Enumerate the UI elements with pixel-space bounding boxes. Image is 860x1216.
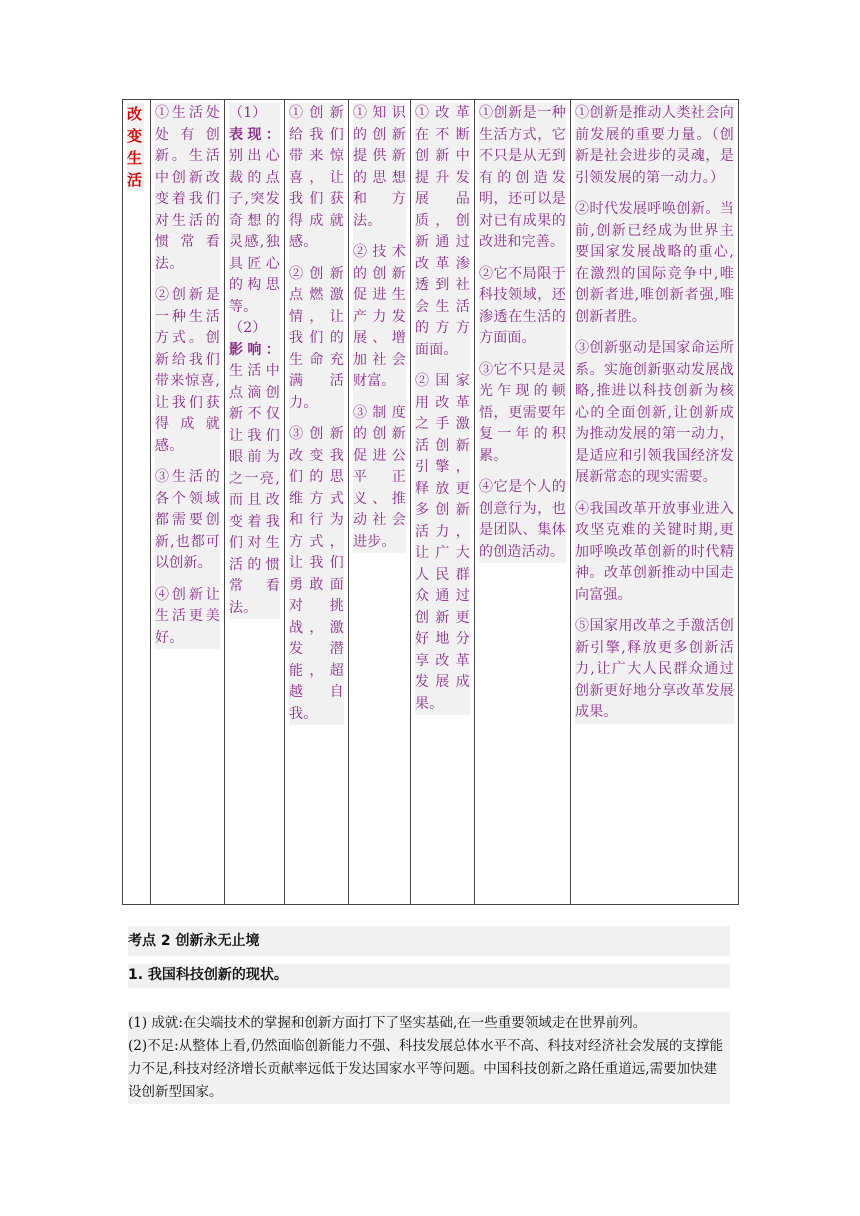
table-cell: [151, 100, 225, 905]
point-number: （2）: [229, 320, 267, 336]
cell-paragraph: 别出心裁的点子,突发奇想的灵感,独具匠心的构思等。: [229, 148, 280, 315]
point-label: 表现：: [229, 126, 280, 143]
cell-paragraph: ①生活处处有创新。生活中创新改变着我们对生活的惯常看法。: [155, 105, 220, 272]
cell-paragraph: ④我国改革开放事业进入攻坚克难的关键时期,更加呼唤改革创新的时代精神。改革创新推动中国走向富强。: [575, 500, 734, 603]
cell-paragraph: ③制度的创新促进公平正义、推动社会进步。: [353, 404, 406, 550]
cell-paragraph: ②国家用改革之手激活创新引擎，释放更多创新活力，让广大人民群众通过创新更好地分享改革发展成果。: [415, 373, 470, 712]
table-cell: [285, 100, 349, 905]
cell-paragraph: ①知识的创新提供新的思想和方法。: [353, 105, 406, 229]
table-cell: [349, 100, 411, 905]
table-cell: [225, 100, 285, 905]
row-header-cell: [123, 100, 151, 905]
cell-paragraph: ②它不局限于科技领域，还渗透在生活的方面面。: [479, 265, 566, 346]
cell-text-block: [289, 103, 344, 725]
cell-paragraph: ④创新让生活更美好。: [155, 586, 220, 646]
cell-paragraph: ①改革在不断创新中提升发展品质，创新通过改革渗透到社会生活的方方面面。: [415, 105, 470, 358]
cell-paragraph: ②创新是一种生活方式。创新给我们带来惊喜,让我们获得成就感。: [155, 287, 220, 454]
table-cell: [475, 100, 571, 905]
cell-text-block: [155, 103, 220, 649]
cell-paragraph: ④它是个人的创意行为，也是团队、集体的创造活动。: [479, 479, 566, 560]
body-text: [128, 1012, 730, 1104]
cell-paragraph: ③创新驱动是国家命运所系。实施创新驱动发展战略,推进以科技创新为核心的全面创新,让创新成为推动发展的第一动力，是适应和引领我国经济发展新常态的现实需要。: [575, 340, 734, 485]
cell-paragraph: ③生活的各个领域都需要创新,也都可以创新。: [155, 469, 220, 571]
cell-text-block: [229, 103, 280, 619]
cell-paragraph: ②技术的创新促进生产力发展、增加社会财富。: [353, 244, 406, 389]
cell-paragraph: ①创新是一种生活方式，它不只是从无到有的创造发明，还可以是对已有成果的改进和完善。: [479, 105, 566, 250]
question-heading: 1. 我国科技创新的现状。: [128, 964, 730, 988]
cell-paragraph: ②创新点燃激情，让我们的生命充满活力。: [289, 265, 344, 411]
cell-paragraph: ②时代发展呼唤创新。当前,创新已经成为世界主要国家发展战略的重心,在激烈的国际竞争中,唯创新者进,唯创新者强,唯创新者胜。: [575, 201, 734, 325]
cell-paragraph: 生活中点滴创新不仅让我们眼前为之一亮,而且改变着我们对生活的惯常看法。: [229, 363, 280, 616]
cell-text-block: [353, 103, 406, 553]
cell-paragraph: ③它不只是灵光乍现的顿悟，更需要年复一年的积累。: [479, 361, 566, 464]
cell-text-block: [575, 103, 734, 724]
section-heading: 考点 2 创新永无止境: [128, 926, 730, 956]
body-paragraph: (1) 成就:在尖端技术的掌握和创新方面打下了坚实基础,在一些重要领域走在世界前列。: [128, 1015, 647, 1031]
point-label: 影响：: [229, 341, 280, 358]
cell-paragraph: ⑤国家用改革之手激活创新引擎,释放更多创新活力,让广大人民群众通过创新更好地分享改革发展成果。: [575, 618, 734, 720]
cell-text-block: [415, 103, 470, 715]
body-paragraph: (2)不足:从整体上看,仍然面临创新能力不强、科技发展总体水平不高、科技对经济社会发展的支撑能力不足,科技对经济增长贡献率远低于发达国家水平等问题。中国科技创新之路任重道远,需要加快建设创新型国家。: [128, 1038, 723, 1100]
cell-paragraph: ③创新改变我们的思维方式和行为方式，让我们勇敢面对挑战，激发潜能，超越自我。: [289, 426, 344, 722]
cell-text-block: [479, 103, 566, 563]
row-header-label: 改变生活: [127, 105, 143, 189]
point-number: （1）: [229, 105, 267, 121]
cell-paragraph: ①创新给我们带来惊喜，让我们获得成就感。: [289, 105, 344, 250]
table-cell: [411, 100, 475, 905]
content-table: [122, 99, 739, 905]
table-row: [123, 100, 739, 905]
cell-paragraph: ①创新是推动人类社会向前发展的重要力量。（创新是社会进步的灵魂，是引领发展的第一动力。）: [575, 105, 734, 186]
table-cell: [571, 100, 739, 905]
